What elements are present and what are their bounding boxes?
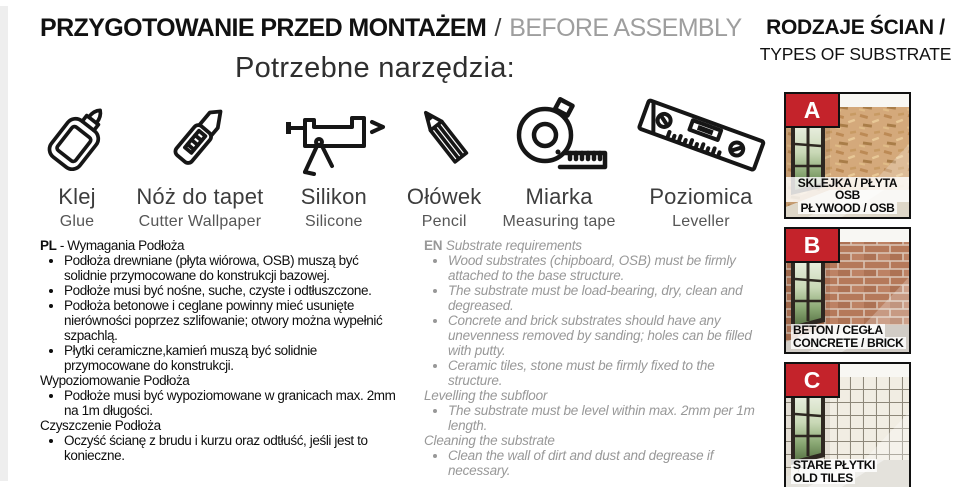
tool-name-en: Measuring tape [502,213,616,230]
tool-name-en: Pencil [421,213,467,230]
requirement-item: • Podłoże musi być nośne, suche, czyste i odtłuszczone. [64,283,402,298]
tool-name-pl: Poziomica [649,184,753,209]
glue-bottle-icon [36,90,118,182]
tool-name-pl: Miarka [525,184,593,209]
tool-name-en: Glue [59,213,95,230]
requirement-item: • Podłoża drewniane (płyta wiórowa, OSB) muszą być solidnie przymocowane do konstrukcji bazowej. [64,253,402,283]
requirements-pl-heading [40,238,402,253]
page-title-slash: / [494,14,501,42]
tool-name-en: Silicone [305,213,363,230]
pl-leveling-heading: Wypoziomowanie Podłoża [40,373,190,388]
en-leveling-heading: Levelling the subfloor [424,388,548,403]
caption-pl: SKLEJKA / PŁYTA OSB [786,177,909,202]
en-leveling-list [424,403,756,433]
pl-cleaning-list [40,433,402,463]
caption-en: PŁYWOOD / OSB [800,200,895,215]
requirement-item: • Ceramic tiles, stone must be firmly fixed to the structure. [448,358,756,388]
caption-en: OLD TILES [793,470,853,485]
requirements-en [424,238,756,478]
tools-section-title: Potrzebne narzędzia: [234,52,516,84]
page-title-pl: PRZYGOTOWANIE PRZED MONTAŻEM [40,14,487,42]
tool-name-en: Cutter Wallpaper [138,213,262,230]
requirements-pl [40,238,402,463]
requirement-item: • Clean the wall of dirt and dust and degrease if necessary. [448,448,756,478]
pl-cleaning-heading: Czyszczenie Podłoża [40,418,161,433]
requirement-item: • Wood substrates (chipboard, OSB) must be firmly attached to the base structure. [448,253,756,283]
wall-type-card-brick [784,227,911,354]
requirement-item: • Podłoże musi być wypoziomowane w granicach max. 2mm na 1m długości. [64,388,402,418]
tool-name-pl: Nóż do tapet [136,184,264,209]
wall-type-caption [786,324,909,349]
tool-name-pl: Silikon [300,184,367,209]
tool-name-pl: Klej [58,184,96,209]
requirement-item: • The substrate must be load-bearing, dry, clean and degreased. [448,283,756,313]
tool-cutter [136,90,263,231]
wall-type-card-osb [784,92,911,219]
en-cleaning-list [424,448,756,478]
caption-pl: BETON / CEGŁA [793,323,883,337]
requirement-item: • Concrete and brick substrates should have any unevenness removed by sanding; holes can be filled with putty. [448,313,756,358]
tool-measuring-tape [503,90,616,231]
en-label: EN [424,238,443,253]
wall-types-header [758,16,953,65]
wall-type-card-tiles [784,362,911,487]
wall-types-header-en: TYPES OF SUBSTRATE [759,44,952,64]
tool-name-en: Leveller [672,213,730,230]
page-title [40,14,742,42]
tool-silicone [282,90,386,231]
en-cleaning-heading: Cleaning the substrate [424,433,555,448]
en-bullet-list [424,253,756,388]
tool-level [634,90,768,231]
tools-row [36,90,768,231]
wall-type-caption [786,177,909,215]
caption-pl: STARE PŁYTKI [793,458,876,472]
pl-bullet-list [40,253,402,373]
wall-type-badge: A [784,92,840,128]
tool-name-pl: Ołówek [406,184,482,209]
utility-knife-icon [158,90,242,182]
pl-leveling-list [40,388,402,418]
requirement-item: • The substrate must be level within max. 2mm per 1m length. [448,403,756,433]
caption-en: CONCRETE / BRICK [793,335,904,350]
pl-label: PL [40,238,57,253]
tool-glue [36,90,118,231]
tool-pencil [404,90,484,231]
pl-heading-text: - Wymagania Podłoża [59,238,185,253]
wall-type-badge: B [784,227,840,263]
requirement-item: • Płytki ceramiczne,kamień muszą być solidnie przymocowane do konstrukcji. [64,343,402,373]
en-heading-text: Substrate requirements [445,238,582,253]
requirements-en-heading [424,238,756,253]
wall-type-badge: C [784,362,840,398]
spirit-level-icon [634,90,768,182]
measuring-tape-icon [508,90,610,182]
page-edge-strip [0,6,8,481]
pencil-icon [404,90,484,182]
page-title-en: BEFORE ASSEMBLY [509,14,742,42]
caulk-gun-icon [282,90,386,182]
wall-type-caption [786,459,909,484]
wall-types-header-pl: RODZAJE ŚCIAN / [766,16,945,39]
requirement-item: • Podłoża betonowe i ceglane powinny mieć usunięte nierówności poprzez szlifowanie; otwory można wypełnić szpachlą. [64,298,402,343]
requirement-item: • Oczyść ścianę z brudu i kurzu oraz odtłuść, jeśli jest to konieczne. [64,433,402,463]
